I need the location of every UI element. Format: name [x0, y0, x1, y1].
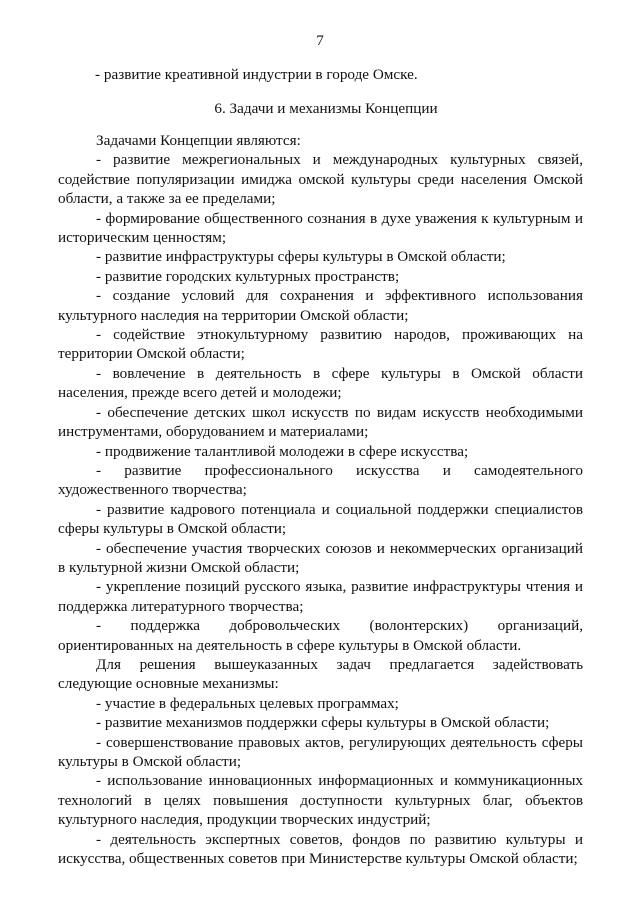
- section-heading: 6. Задачи и механизмы Концепции: [214, 100, 438, 117]
- task-item: - развитие профессионального искусства и самодеятельного художественного творчества;: [58, 461, 583, 499]
- task-item: - обеспечение детских школ искусств по видам искусств необходимыми инструментами, оборудованием и материалами;: [58, 403, 583, 441]
- task-item: - продвижение талантливой молодежи в сфере искусства;: [96, 442, 469, 460]
- mechanism-item: - использование инновационных информационных и коммуникационных технологий в целях повышения доступности культурных благ, объектов культурного наследия, продукции творческих индустрий;: [58, 772, 583, 829]
- task-item: - развитие кадрового потенциала и социальной поддержки специалистов сферы культуры в Омской области;: [58, 500, 583, 538]
- tasks-intro: Задачами Концепции являются:: [96, 132, 301, 149]
- task-item: - вовлечение в деятельность в сфере культуры в Омской области населения, прежде всего детей и молодежи;: [58, 364, 583, 402]
- mechanisms-intro: Для решения вышеуказанных задач предлагается задействовать следующие основные механизмы:: [58, 655, 583, 693]
- mechanism-item: - деятельность экспертных советов, фондов по развитию культуры и искусства, общественных советов при Министерстве культуры Омской области;: [58, 830, 583, 868]
- task-item: - обеспечение участия творческих союзов и некоммерческих организаций в культурной жизни Омской области;: [58, 539, 583, 576]
- task-item: - развитие межрегиональных и международных культурных связей, содействие популяризации имиджа омской культуры среди населения Омской области, а также за ее пределами;: [58, 151, 583, 208]
- task-item: - укрепление позиций русского языка, развитие инфраструктуры чтения и поддержка литературного творчества;: [58, 578, 583, 615]
- task-item: - формирование общественного сознания в духе уважения к культурным и историческим ценностям;: [58, 209, 583, 247]
- carryover-line: - развитие креативной индустрии в городе Омске.: [95, 66, 418, 83]
- page-number: 7: [316, 32, 324, 49]
- mechanism-item: - совершенствование правовых актов, регулирующих деятельность сферы культуры в Омской области;: [58, 733, 583, 770]
- task-item: - поддержка добровольческих (волонтерских) организаций, ориентированных на деятельность в сфере культуры в Омской области.: [58, 617, 583, 654]
- section-body: [58, 131, 583, 868]
- mechanism-item: - развитие механизмов поддержки сферы культуры в Омской области;: [96, 714, 550, 732]
- task-item: - развитие инфраструктуры сферы культуры в Омской области;: [96, 248, 506, 266]
- task-item: - развитие городских культурных пространств;: [96, 267, 400, 285]
- task-item: - содействие этнокультурному развитию народов, проживающих на территории Омской области;: [58, 326, 583, 363]
- mechanism-item: - участие в федеральных целевых программах;: [96, 694, 399, 712]
- task-item: - создание условий для сохранения и эффективного использования культурного наследия на территории Омской области;: [58, 287, 583, 324]
